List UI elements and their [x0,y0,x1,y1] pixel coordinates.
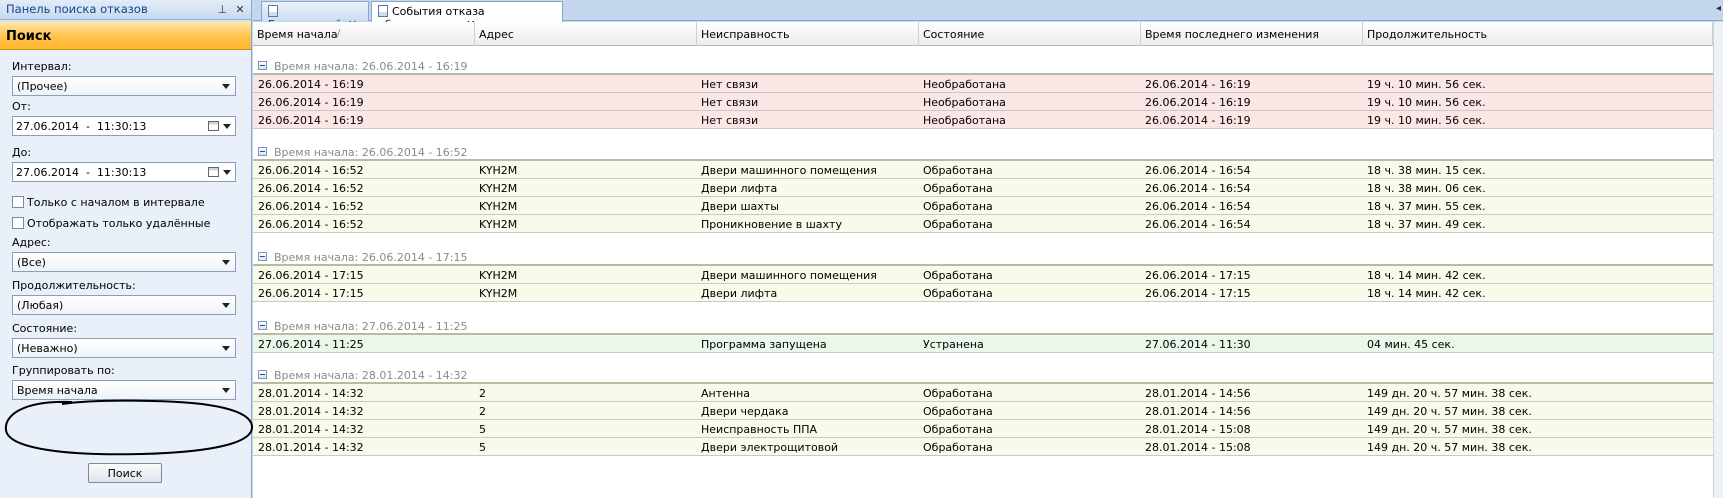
search-section-header[interactable]: Поиск [0,22,251,50]
table-cell: KYH2M [479,287,518,300]
table-row[interactable] [253,179,1713,197]
collapse-toggle-icon[interactable] [258,370,267,379]
table-cell: Двери машинного помещения [701,269,877,282]
to-date-field[interactable] [12,162,236,182]
table-cell: 26.06.2014 - 16:52 [258,200,364,213]
interval-label: Интервал: [12,60,72,73]
collapse-toggle-icon[interactable] [258,252,267,261]
table-cell: Двери шахты [701,200,779,213]
group-label: Время начала: 26.06.2014 - 17:15 [274,251,468,264]
table-cell: Обработана [923,218,993,231]
table-cell: Антенна [701,387,751,400]
table-cell: 149 дн. 20 ч. 57 мин. 38 сек. [1367,405,1532,418]
table-row[interactable] [253,197,1713,215]
group-row[interactable] [253,360,1713,384]
chevron-down-icon[interactable] [223,170,231,175]
table-row[interactable] [253,384,1713,402]
fault-search-panel [0,0,252,498]
document-tabs [253,0,1723,21]
table-cell: 28.01.2014 - 14:56 [1145,387,1251,400]
table-row[interactable] [253,402,1713,420]
table-cell: 27.06.2014 - 11:30 [1145,338,1251,351]
column-header-label: Состояние [923,28,985,41]
column-header-state[interactable] [919,22,1141,46]
show-only-deleted-label: Отображать только удалённые [27,217,211,230]
table-cell: KYH2M [479,200,518,213]
table-cell: 19 ч. 10 мин. 56 сек. [1367,114,1486,127]
table-cell: 149 дн. 20 ч. 57 мин. 38 сек. [1367,423,1532,436]
column-header-label: Адрес [479,28,514,41]
table-cell: 04 мин. 45 сек. [1367,338,1455,351]
table-cell: Двери электрощитовой [701,441,839,454]
table-cell: Неисправность ППА [701,423,818,436]
table-cell: 26.06.2014 - 16:19 [1145,78,1251,91]
table-cell: Нет связи [701,78,759,91]
table-cell: Программа запущена [701,338,827,351]
show-only-deleted-checkbox[interactable] [12,217,210,230]
table-cell: Устранена [923,338,984,351]
interval-value: (Прочее) [17,80,68,93]
table-cell: 18 ч. 14 мин. 42 сек. [1367,269,1486,282]
checkbox-box[interactable] [12,217,24,229]
from-date-value: 27.06.2014 - 11:30:13 [16,120,147,133]
search-button[interactable]: Поиск [88,463,162,483]
table-cell: 2 [479,405,486,418]
checkbox-box[interactable] [12,196,24,208]
table-cell: 26.06.2014 - 16:19 [258,96,364,109]
table-cell: Обработана [923,269,993,282]
column-header-last-change[interactable] [1141,22,1363,46]
to-date-value: 27.06.2014 - 11:30:13 [16,166,147,179]
table-cell: 26.06.2014 - 16:52 [258,218,364,231]
tab-label: События отказа [392,5,485,18]
document-icon [268,5,278,17]
table-row[interactable] [253,284,1713,302]
tab-equipment-fault-events[interactable] [371,1,563,22]
column-header-address[interactable] [475,22,697,46]
chevron-down-icon[interactable] [222,388,230,393]
table-row[interactable] [253,215,1713,233]
grid-header [253,22,1713,46]
sort-indicator: / [337,28,341,39]
table-cell: 18 ч. 14 мин. 42 сек. [1367,287,1486,300]
column-header-label: Время последнего изменения [1145,28,1320,41]
collapse-toggle-icon[interactable] [258,321,267,330]
table-cell: KYH2M [479,218,518,231]
table-cell: 18 ч. 37 мин. 55 сек. [1367,200,1486,213]
table-row[interactable] [253,161,1713,179]
interval-select[interactable] [12,76,236,96]
table-cell: 26.06.2014 - 16:54 [1145,182,1251,195]
address-label: Адрес: [12,236,51,249]
group-label: Время начала: 26.06.2014 - 16:52 [274,146,468,159]
table-cell: 28.01.2014 - 14:32 [258,423,364,436]
table-cell: 5 [479,441,486,454]
table-cell: 27.06.2014 - 11:25 [258,338,364,351]
table-cell: 18 ч. 38 мин. 15 сек. [1367,164,1486,177]
table-cell: 28.01.2014 - 14:56 [1145,405,1251,418]
table-row[interactable] [253,93,1713,111]
pin-icon[interactable]: ⊥ [217,3,228,16]
table-cell: 26.06.2014 - 17:15 [1145,269,1251,282]
table-cell: 26.06.2014 - 17:15 [1145,287,1251,300]
column-header-start-time[interactable] [253,22,475,46]
duration-select[interactable] [12,295,236,315]
state-label: Состояние: [12,322,78,335]
column-header-fault[interactable] [697,22,919,46]
address-select[interactable] [12,252,236,272]
table-cell: 26.06.2014 - 16:52 [258,182,364,195]
table-cell: KYH2M [479,182,518,195]
collapse-toggle-icon[interactable] [258,147,267,156]
group-row[interactable] [253,311,1713,335]
panel-title: Панель поиска отказов [6,2,148,16]
table-cell: 149 дн. 20 ч. 57 мин. 38 сек. [1367,387,1532,400]
only-start-in-interval-checkbox[interactable] [12,196,205,209]
chevron-down-icon[interactable] [222,303,230,308]
column-header-label: Время начала [257,28,338,41]
table-cell: 26.06.2014 - 16:19 [258,114,364,127]
table-cell: 26.06.2014 - 17:15 [258,287,364,300]
table-row[interactable] [253,111,1713,129]
table-cell: 28.01.2014 - 15:08 [1145,423,1251,436]
table-cell: Обработана [923,200,993,213]
vertical-scrollbar[interactable] [1713,22,1723,498]
panel-title-bar [0,0,251,20]
table-cell: 28.01.2014 - 14:32 [258,441,364,454]
group-by-label: Группировать по: [12,364,115,377]
table-cell: Нет связи [701,114,759,127]
table-cell: 26.06.2014 - 16:19 [1145,96,1251,109]
table-cell: 26.06.2014 - 16:19 [1145,114,1251,127]
state-select[interactable] [12,338,236,358]
table-cell: 26.06.2014 - 17:15 [258,269,364,282]
duration-value: (Любая) [17,299,64,312]
table-cell: Двери лифта [701,287,778,300]
table-cell: 5 [479,423,486,436]
address-value: (Все) [17,256,46,269]
collapse-toggle-icon[interactable] [258,61,267,70]
table-cell: Обработана [923,423,993,436]
table-cell: 26.06.2014 - 16:54 [1145,218,1251,231]
table-cell: Двери чердака [701,405,789,418]
group-label: Время начала: 27.06.2014 - 11:25 [274,320,468,333]
table-cell: Обработана [923,387,993,400]
chevron-down-icon[interactable] [222,84,230,89]
table-cell: 26.06.2014 - 16:19 [258,78,364,91]
calendar-icon[interactable] [208,167,219,177]
table-cell: 19 ч. 10 мин. 56 сек. [1367,78,1486,91]
group-by-select[interactable] [12,380,236,400]
table-cell: Двери машинного помещения [701,164,877,177]
table-row[interactable] [253,266,1713,284]
duration-label: Продолжительность: [12,279,136,292]
to-label: До: [12,146,32,159]
table-cell: 26.06.2014 - 16:52 [258,164,364,177]
table-cell: 149 дн. 20 ч. 57 мин. 38 сек. [1367,441,1532,454]
table-cell: 19 ч. 10 мин. 56 сек. [1367,96,1486,109]
table-cell: Необработана [923,78,1006,91]
table-cell: 2 [479,387,486,400]
column-header-duration[interactable] [1363,22,1713,46]
table-cell: 28.01.2014 - 14:32 [258,405,364,418]
table-cell: Обработана [923,182,993,195]
group-row[interactable] [253,242,1713,266]
table-row[interactable] [253,438,1713,456]
state-value: (Неважно) [17,342,78,355]
table-cell: Проникновение в шахту [701,218,842,231]
events-grid [253,22,1723,498]
table-cell: KYH2M [479,269,518,282]
table-cell: Обработана [923,405,993,418]
table-cell: Необработана [923,96,1006,109]
table-cell: 26.06.2014 - 16:54 [1145,164,1251,177]
group-label: Время начала: 28.01.2014 - 14:32 [274,369,468,382]
table-cell: Нет связи [701,96,759,109]
from-label: От: [12,100,31,113]
table-cell: 28.01.2014 - 14:32 [258,387,364,400]
document-icon [378,5,388,17]
from-date-field[interactable] [12,116,236,136]
column-header-label: Неисправность [701,28,790,41]
search-form [0,50,251,498]
group-by-value: Время начала [17,384,98,397]
table-cell: Обработана [923,287,993,300]
group-row[interactable] [253,51,1713,75]
chevron-down-icon[interactable] [222,346,230,351]
table-cell: 18 ч. 37 мин. 49 сек. [1367,218,1486,231]
table-row[interactable] [253,420,1713,438]
close-icon[interactable]: ✕ [235,3,245,16]
tab-untitled[interactable] [261,1,369,21]
table-cell: 28.01.2014 - 15:08 [1145,441,1251,454]
only-start-in-interval-label: Только с началом в интервале [27,196,205,209]
table-cell: Обработана [923,441,993,454]
table-cell: Необработана [923,114,1006,127]
chevron-down-icon[interactable] [223,124,231,129]
calendar-icon[interactable] [208,121,219,131]
group-row[interactable] [253,137,1713,161]
chevron-down-icon[interactable] [222,260,230,265]
table-cell: Двери лифта [701,182,778,195]
table-row[interactable] [253,75,1713,93]
group-label: Время начала: 26.06.2014 - 16:19 [274,60,468,73]
table-cell: 26.06.2014 - 16:54 [1145,200,1251,213]
table-cell: KYH2M [479,164,518,177]
tab-scroll-icon[interactable]: ◂ [1715,3,1721,14]
table-cell: 18 ч. 38 мин. 06 сек. [1367,182,1486,195]
column-header-label: Продолжительность [1367,28,1487,41]
table-row[interactable] [253,335,1713,353]
table-cell: Обработана [923,164,993,177]
